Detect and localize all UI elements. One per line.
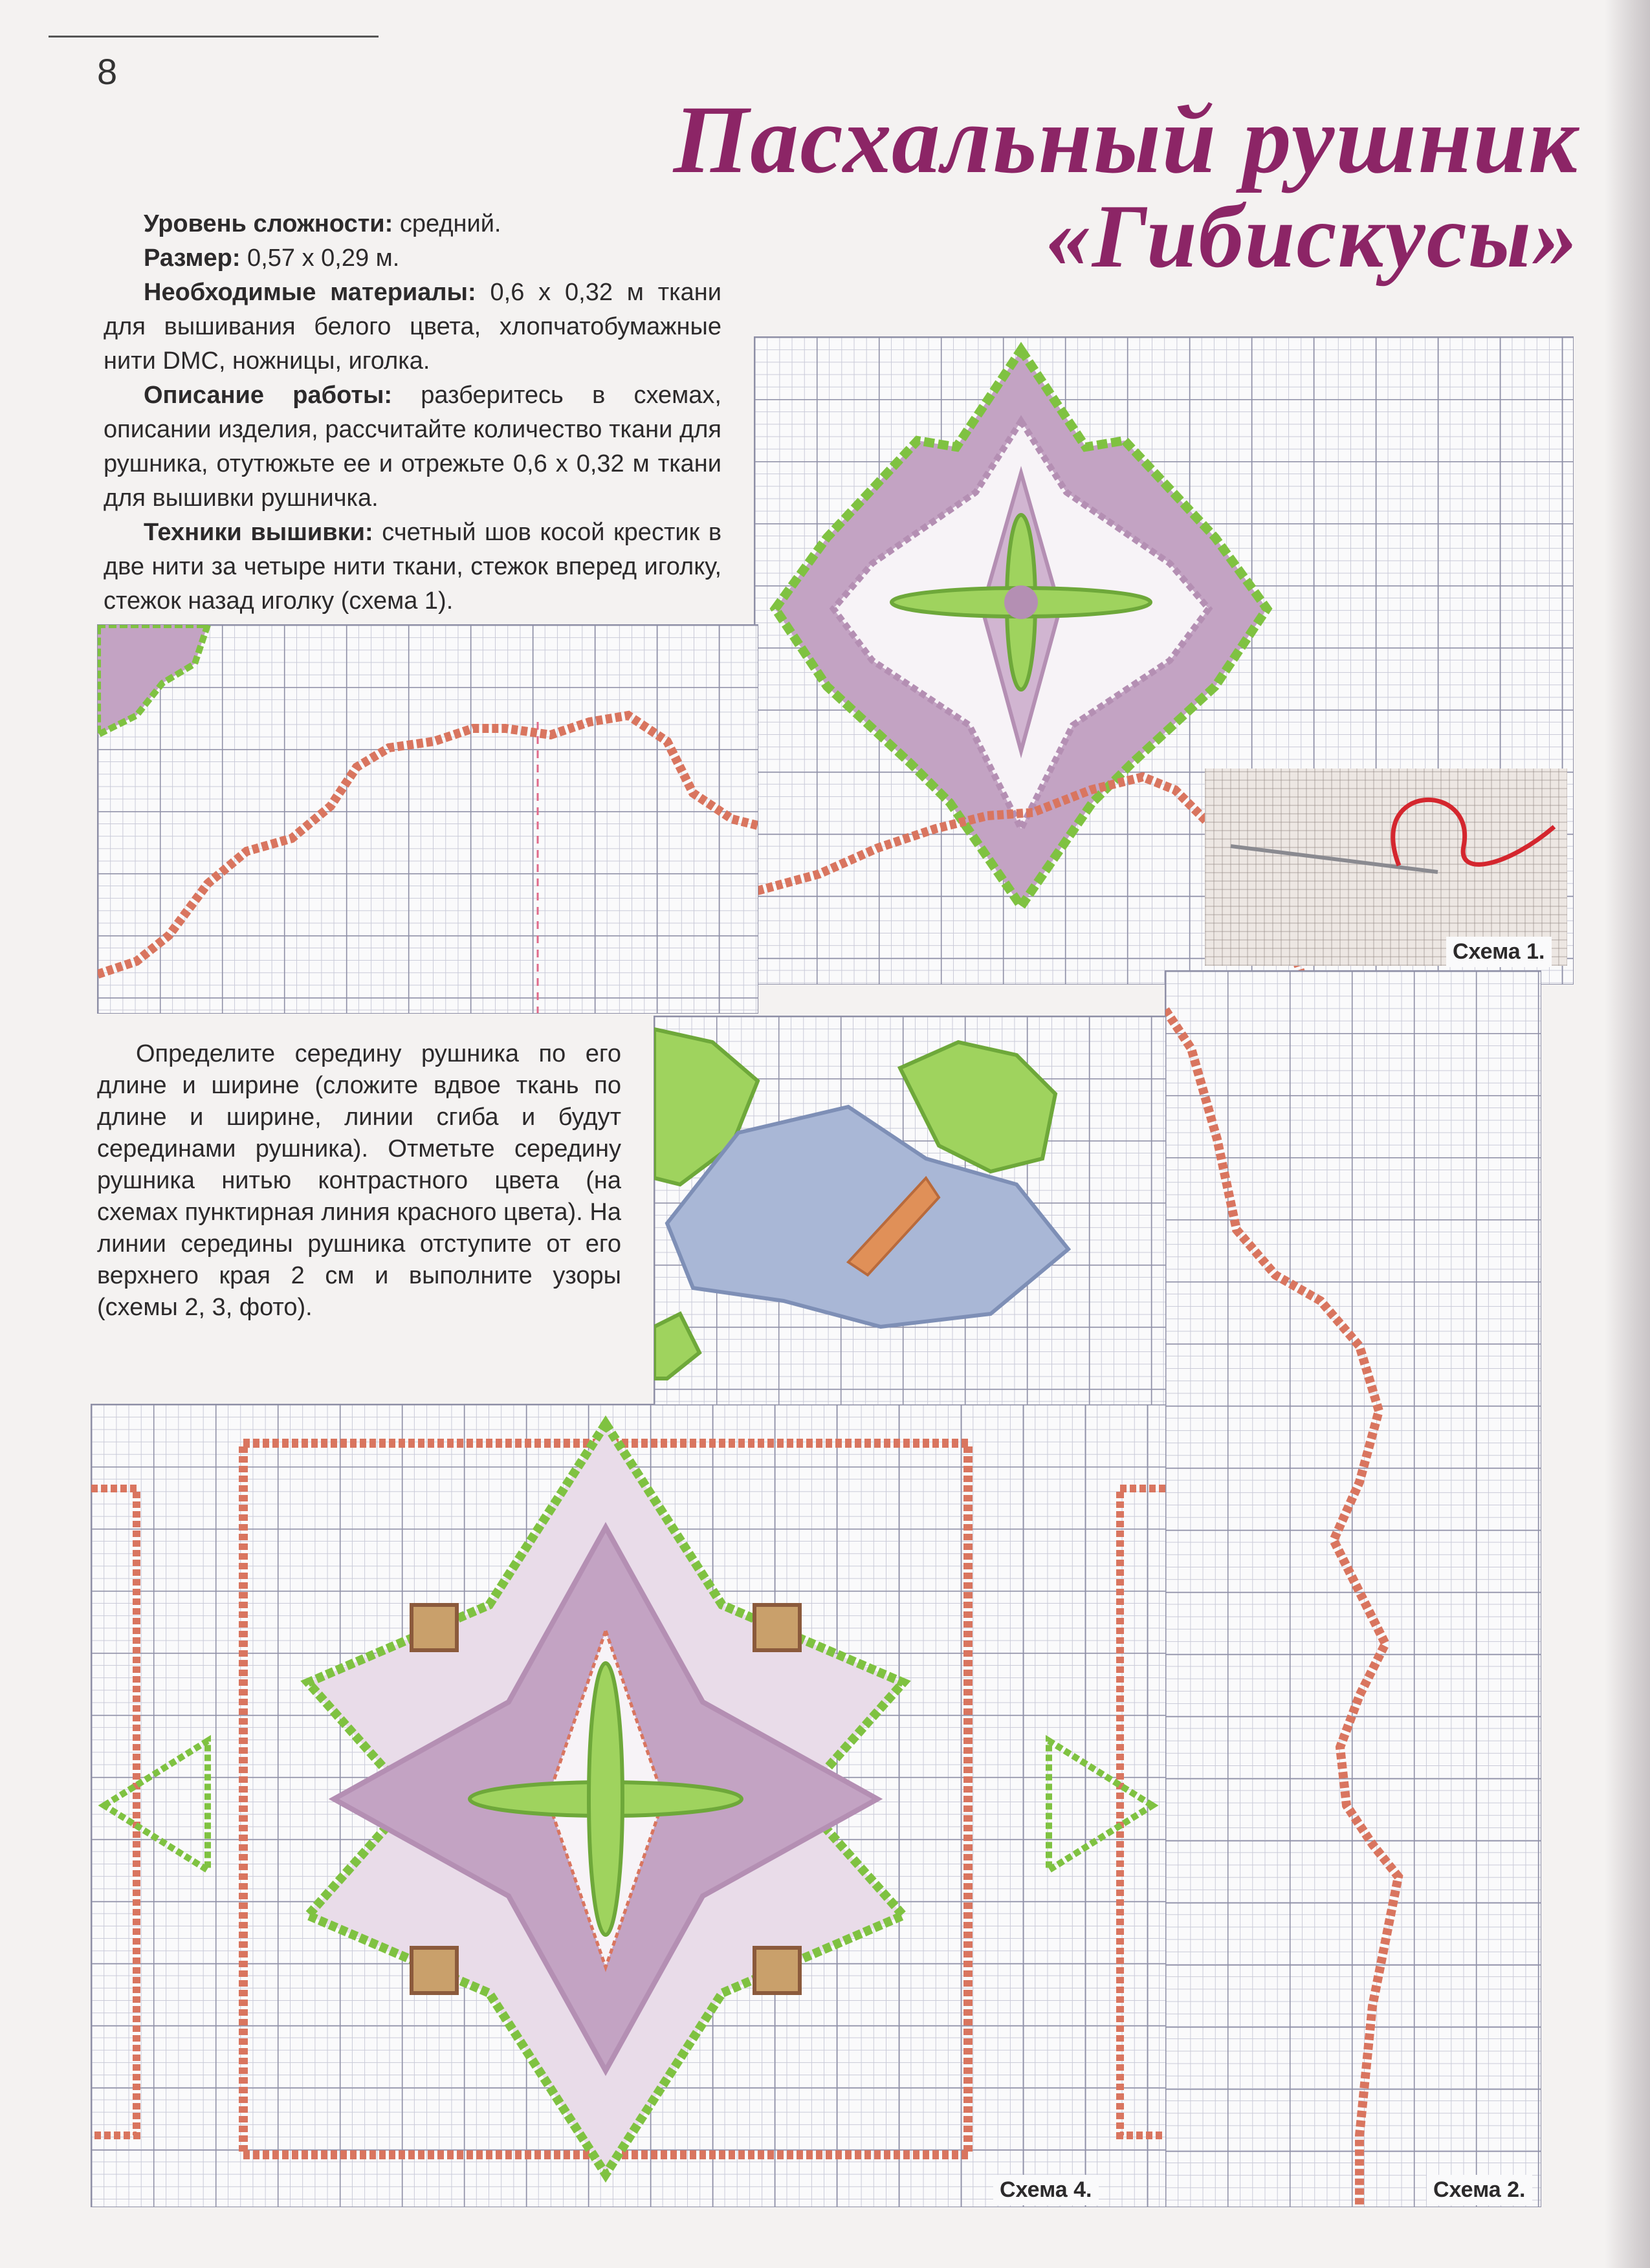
size-line: Размер: 0,57 х 0,29 м. — [144, 245, 400, 272]
schema-1-caption: Схема 1. — [1446, 937, 1552, 967]
side-border-left — [91, 1488, 208, 2135]
schema-4-caption: Схема 4. — [993, 2175, 1099, 2205]
pattern-chart-border — [97, 624, 758, 1014]
page-binding-shadow — [1605, 0, 1650, 2268]
instructions-text: Определите середину рушника по его длине и ширине (сложите вдвое ткань по длине и ширине, линии сгиба и будут серединами рушника). Отметьте середину рушника нитью контрастного цвета (на схемах пунктирная линия красного цвета). На линии середины рушника отступите от его верхнего края 2 см и выполните узоры (схемы 2, 3, фото). — [97, 1040, 621, 1321]
pattern-chart-hibiscus — [654, 1016, 1166, 1405]
schema-2-caption: Схема 2. — [1427, 2175, 1532, 2205]
pattern-chart-schema-2 — [1165, 970, 1541, 2207]
techniques-line: Техники вышивки: счетный шов косой крестик в две нити за четыре нити ткани, стежок вперед иголку, стежок назад иголку (схема 1). — [104, 519, 722, 615]
top-rule — [49, 36, 379, 38]
hibiscus-motif — [654, 1016, 1165, 1404]
page-subtitle: «Гибискусы» — [1046, 186, 1579, 287]
materials-line: Необходимые материалы: 0,6 х 0,32 м ткани для вышивания белого цвета, хлопчатобумажные нити DMC, ножницы, иголка. — [104, 279, 721, 375]
description-line: Описание работы: разберитесь в схемах, описании изделия, рассчитайте количество ткани для рушника, отутюжьте ее и отрежьте 0,6 х 0,32 м ткани для вышивки рушничка. — [104, 382, 721, 512]
page-title: Пасхальный рушник — [673, 86, 1579, 193]
page-number: 8 — [97, 51, 118, 92]
schema-4-motif — [91, 1404, 1165, 2207]
side-border-right — [1049, 1488, 1165, 2135]
pattern-chart-schema-4 — [91, 1404, 1166, 2207]
schema-2-curve — [1165, 971, 1541, 2207]
border-curve — [98, 625, 758, 1013]
difficulty-line: Уровень сложности: средний. — [144, 210, 501, 237]
intro-text — [104, 207, 721, 618]
